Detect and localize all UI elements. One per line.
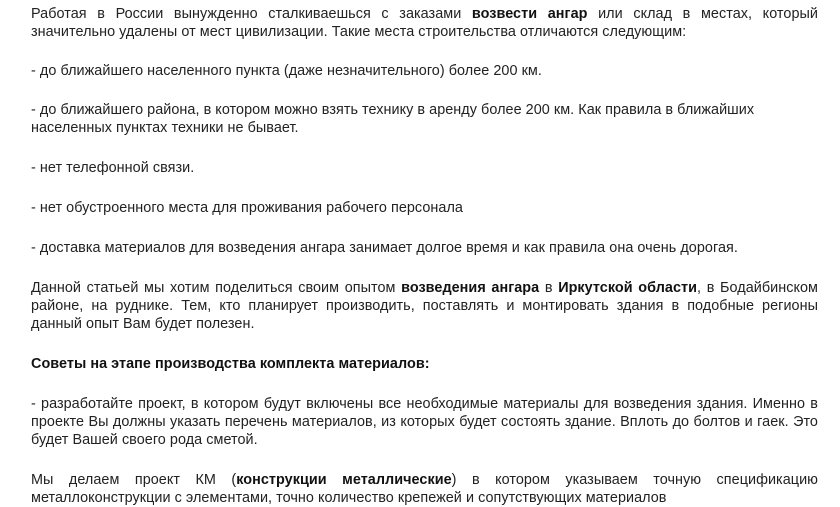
condition-item-3: - нет телефонной связи. [31,160,195,176]
intro-keyword-link[interactable]: возвести ангар [471,6,588,22]
advice-item-1: - разработайте проект, в котором будут включены все необходимые материалы для возведения здания. Именно в проекте Вы должны указать перечень материалов, из которых будет состоять здание. Вплоть до болтов и гаек. Это будет Вашей своего рода сметой. [31,396,818,448]
experience-text: Данной статьей мы хотим поделиться своим опытом [31,280,402,296]
condition-item-5: - доставка материалов для возведения ангара занимает долгое время и как правила она очень дорогая. [31,240,738,256]
intro-paragraph [31,5,818,41]
hangar-keyword-link[interactable]: возведения ангара [401,280,540,296]
km-text-end: ) в котором указываем точную спецификацию металлоконструкции с элементами, точно количество крепежей и сопутствующих материалов [31,472,818,506]
article-body [31,5,818,507]
condition-item-4: - нет обустроенного места для проживания рабочего персонала [31,200,463,216]
km-keyword: конструкции металлические [236,472,452,488]
experience-paragraph [31,279,818,333]
region-keyword: Иркутской области [558,280,698,296]
km-text: Мы делаем проект КМ ( [31,472,237,488]
condition-item-1: - до ближайшего населенного пункта (даже незначительного) более 200 км. [31,63,542,79]
experience-text-end: , в Бодайбинском районе, на руднике. Тем, кто планирует производить, поставлять и монтировать здания в подобные регионы данный опыт Вам будет полезен. [31,280,818,332]
intro-text-end: или склад в местах, который значительно удалены от мест цивилизации. Такие места строительства отличаются следующим: [31,6,818,40]
km-project-paragraph [31,471,818,507]
intro-text: Работая в России вынужденно сталкиваешься с заказами [31,6,472,22]
section-heading-text: Советы на этапе производства комплекта материалов: [31,356,430,372]
condition-item-2: - до ближайшего района, в котором можно взять технику в аренду более 200 км. Как правила в ближайших населенных пунктах техники не бывает. [31,102,755,136]
section-heading [31,355,818,373]
experience-text-mid: в [539,280,559,296]
